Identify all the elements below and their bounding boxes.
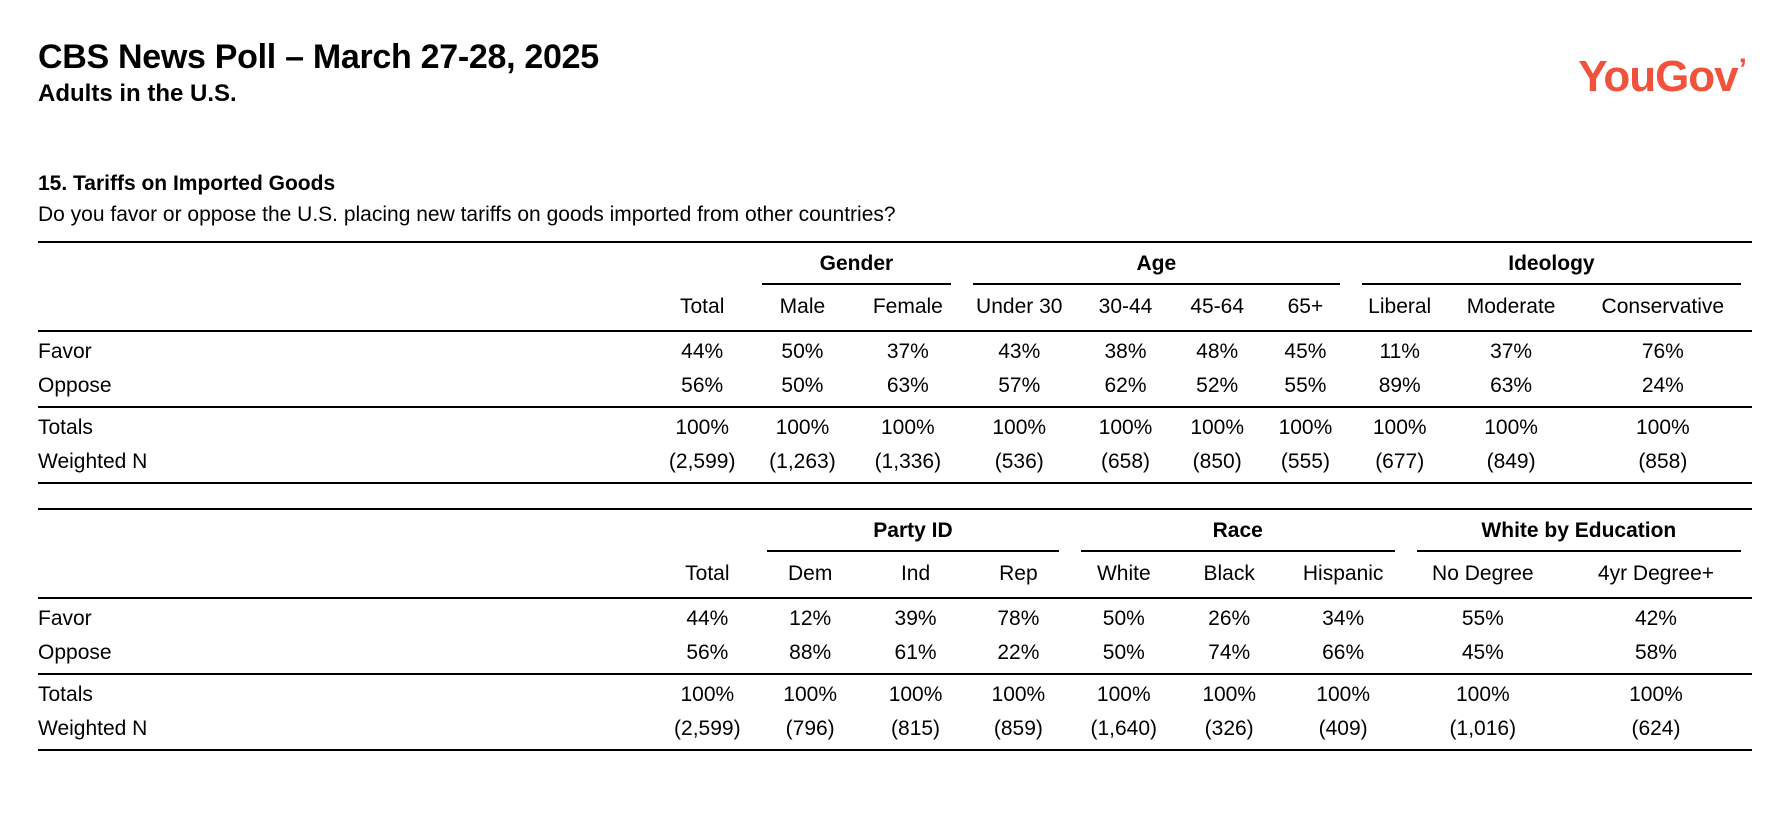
table-row xyxy=(38,369,1752,407)
data-cell: 74% xyxy=(1208,641,1251,664)
group-header-label: Gender xyxy=(762,252,951,285)
data-cell: 26% xyxy=(1208,607,1251,630)
column-header: Male xyxy=(779,295,826,318)
column-header: Total xyxy=(685,562,730,585)
row-label-header xyxy=(38,286,653,331)
column-header: Conservative xyxy=(1601,295,1725,318)
group-header-spacer xyxy=(38,509,756,553)
row-label: Oppose xyxy=(38,641,112,664)
data-cell: 89% xyxy=(1378,374,1421,397)
data-cell: (2,599) xyxy=(674,717,741,740)
data-cell: 22% xyxy=(997,641,1040,664)
data-cell: 44% xyxy=(686,607,729,630)
data-cell: 55% xyxy=(1461,607,1504,630)
data-cell: 52% xyxy=(1196,374,1239,397)
column-header: 65+ xyxy=(1287,295,1324,318)
data-cell: 100% xyxy=(1202,683,1257,706)
data-cell: 100% xyxy=(680,683,735,706)
group-header-spacer xyxy=(38,242,751,286)
group-header xyxy=(1406,509,1752,553)
page-subtitle: Adults in the U.S. xyxy=(38,80,237,107)
data-cell: 100% xyxy=(1372,416,1427,439)
group-header-label: Ideology xyxy=(1362,252,1741,285)
data-cell: 50% xyxy=(1102,641,1145,664)
data-cell: 100% xyxy=(1316,683,1370,706)
column-header: White xyxy=(1096,562,1151,585)
crosstab-tables-container xyxy=(38,241,1752,751)
data-cell: (2,599) xyxy=(668,450,736,473)
data-cell: 100% xyxy=(1455,683,1510,706)
question-number-title: 15. Tariffs on Imported Goods xyxy=(38,172,336,195)
column-header-row xyxy=(38,553,1752,598)
group-header-row xyxy=(38,509,1752,553)
data-cell: 76% xyxy=(1641,340,1684,363)
data-cell: (658) xyxy=(1100,450,1151,473)
data-cell: 100% xyxy=(1484,416,1538,439)
column-header: Liberal xyxy=(1368,295,1432,318)
data-cell: 100% xyxy=(880,416,935,439)
table-row xyxy=(38,636,1752,674)
data-cell: 62% xyxy=(1104,374,1147,397)
column-header: Rep xyxy=(999,562,1038,585)
data-cell: (409) xyxy=(1318,717,1368,740)
data-cell: (1,016) xyxy=(1449,717,1517,740)
yougov-logo-mark-icon: ’ xyxy=(1738,53,1746,86)
data-cell: 56% xyxy=(681,374,724,397)
data-cell: 88% xyxy=(789,641,832,664)
column-header: Hispanic xyxy=(1302,562,1384,585)
row-label: Favor xyxy=(38,607,92,630)
data-cell: (677) xyxy=(1375,450,1425,473)
data-cell: 100% xyxy=(1278,416,1333,439)
column-header: 45-64 xyxy=(1190,295,1245,318)
data-cell: 56% xyxy=(686,641,729,664)
data-cell: 66% xyxy=(1322,641,1365,664)
data-cell: 45% xyxy=(1461,641,1504,664)
column-header: No Degree xyxy=(1432,562,1534,585)
data-cell: 78% xyxy=(997,607,1040,630)
table-row xyxy=(38,712,1752,750)
data-cell: (1,336) xyxy=(874,450,942,473)
data-cell: 12% xyxy=(789,607,832,630)
column-header: 4yr Degree+ xyxy=(1597,562,1715,585)
column-header: Under 30 xyxy=(976,295,1063,318)
group-header xyxy=(1351,242,1752,286)
data-cell: (624) xyxy=(1631,717,1681,740)
data-cell: (1,263) xyxy=(769,450,836,473)
group-header-label: Age xyxy=(973,252,1340,285)
data-cell: 48% xyxy=(1196,340,1239,363)
data-cell: 50% xyxy=(1102,607,1145,630)
data-cell: (536) xyxy=(994,450,1044,473)
data-cell: 37% xyxy=(1490,340,1533,363)
crosstab-gender-age-ideology xyxy=(38,241,1752,484)
data-cell: 38% xyxy=(1104,340,1147,363)
data-cell: 42% xyxy=(1634,607,1677,630)
document-header xyxy=(38,38,1752,108)
data-cell: 63% xyxy=(1490,374,1533,397)
group-header-label: White by Education xyxy=(1417,519,1741,552)
data-cell: 58% xyxy=(1634,641,1677,664)
table-row xyxy=(38,598,1752,636)
group-header-label: Race xyxy=(1081,519,1395,552)
row-label: Favor xyxy=(38,340,92,363)
question-text: Do you favor or oppose the U.S. placing new tariffs on goods imported from other countries? xyxy=(38,203,896,226)
data-cell: 100% xyxy=(1098,416,1153,439)
row-label: Weighted N xyxy=(38,450,148,473)
data-cell: 100% xyxy=(675,416,730,439)
data-cell: 100% xyxy=(775,416,830,439)
data-cell: 100% xyxy=(1629,683,1683,706)
data-cell: (850) xyxy=(1192,450,1242,473)
column-header: Moderate xyxy=(1466,295,1556,318)
data-cell: 37% xyxy=(886,340,929,363)
data-cell: 100% xyxy=(1635,416,1690,439)
group-header xyxy=(756,509,1070,553)
crosstab-party-race-education xyxy=(38,508,1752,751)
data-cell: (555) xyxy=(1280,450,1330,473)
group-header xyxy=(751,242,962,286)
column-header: Black xyxy=(1203,562,1255,585)
column-header: 30-44 xyxy=(1098,295,1153,318)
column-header: Total xyxy=(680,295,725,318)
row-label-header xyxy=(38,553,658,598)
data-cell: (796) xyxy=(785,717,835,740)
data-cell: 50% xyxy=(781,374,824,397)
data-cell: 100% xyxy=(888,683,943,706)
group-header-row xyxy=(38,242,1752,286)
data-cell: 45% xyxy=(1284,340,1327,363)
data-cell: 50% xyxy=(781,340,824,363)
column-header: Dem xyxy=(787,562,833,585)
data-cell: 34% xyxy=(1322,607,1365,630)
row-label: Oppose xyxy=(38,374,112,397)
data-cell: 63% xyxy=(886,374,929,397)
table-row xyxy=(38,407,1752,445)
data-cell: 100% xyxy=(1190,416,1245,439)
data-cell: 43% xyxy=(998,340,1041,363)
column-header-row xyxy=(38,286,1752,331)
data-cell: 44% xyxy=(681,340,724,363)
data-cell: 100% xyxy=(783,683,838,706)
data-cell: (849) xyxy=(1486,450,1536,473)
data-cell: 57% xyxy=(998,374,1041,397)
data-cell: 61% xyxy=(894,641,937,664)
column-header: Ind xyxy=(900,562,931,585)
data-cell: (859) xyxy=(993,717,1043,740)
group-header xyxy=(1070,509,1406,553)
page-title: CBS News Poll – March 27-28, 2025 xyxy=(38,38,599,76)
group-header xyxy=(962,242,1351,286)
row-label: Totals xyxy=(38,683,93,706)
yougov-logo-text: YouGov xyxy=(1578,52,1738,101)
row-label: Weighted N xyxy=(38,717,148,740)
data-cell: 100% xyxy=(991,683,1046,706)
data-cell: 100% xyxy=(1096,683,1151,706)
data-cell: 11% xyxy=(1379,340,1420,363)
data-cell: 100% xyxy=(992,416,1047,439)
data-cell: 24% xyxy=(1641,374,1684,397)
yougov-logo xyxy=(1578,52,1752,102)
table-row xyxy=(38,331,1752,369)
title-block xyxy=(38,38,599,108)
data-cell: 55% xyxy=(1284,374,1327,397)
data-cell: (326) xyxy=(1204,717,1254,740)
column-header: Female xyxy=(872,295,943,318)
data-cell: (858) xyxy=(1638,450,1688,473)
question-block xyxy=(38,172,1752,227)
data-cell: 39% xyxy=(894,607,937,630)
data-cell: (1,640) xyxy=(1090,717,1158,740)
table-row xyxy=(38,445,1752,483)
row-label: Totals xyxy=(38,416,93,439)
data-cell: (815) xyxy=(891,717,941,740)
table-row xyxy=(38,674,1752,712)
group-header-label: Party ID xyxy=(767,519,1059,552)
